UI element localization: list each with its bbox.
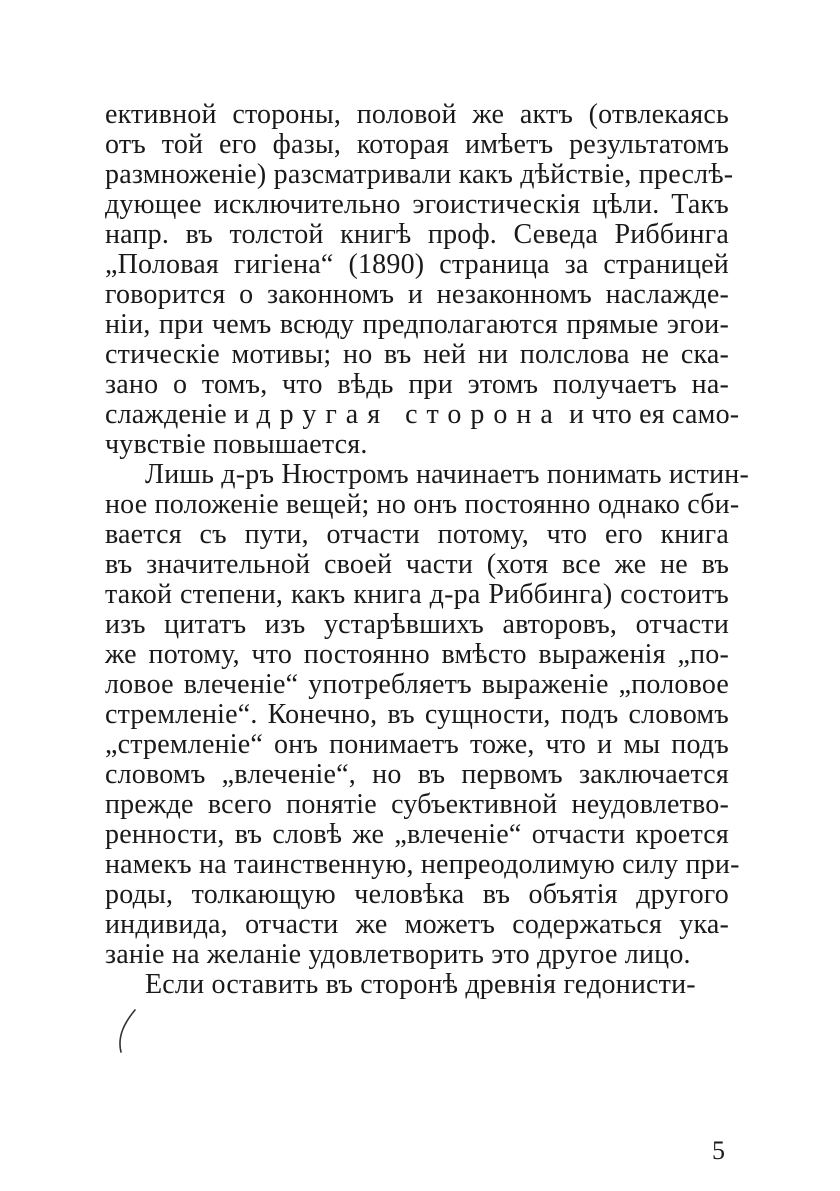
text-line: ное положеніе вещей; но онъ постоянно однако сби- bbox=[105, 489, 740, 520]
paragraph-3 bbox=[105, 970, 729, 1000]
text-line: Лишь д-ръ Нюстромъ начинаетъ понимать истин- bbox=[145, 459, 750, 490]
text-line: ренности, въ словѣ же „влеченіе“ отчасти кроется bbox=[105, 819, 729, 850]
text-line: чувствіе повышается. bbox=[105, 429, 368, 460]
text-line: „стремленіе“ онъ понимаетъ тоже, что и мы подъ bbox=[105, 729, 729, 760]
text-line: словомъ „влеченіе“, но въ первомъ заключается bbox=[105, 759, 729, 790]
paragraph-2 bbox=[105, 459, 750, 970]
text-line: „Половая гигіена“ (1890) страница за страницей bbox=[105, 249, 729, 280]
paragraph-1 bbox=[105, 99, 740, 460]
text-line: дующее исключительно эгоистическія цѣли. Такъ bbox=[105, 189, 729, 220]
text-line: зано о томъ, что вѣдь при этомъ получаетъ на- bbox=[105, 369, 729, 400]
text-line: въ значительной своей части (хотя все же не въ bbox=[105, 549, 729, 580]
text-line: вается съ пути, отчасти потому, что его книга bbox=[105, 519, 729, 550]
text-line: такой степени, какъ книга д-ра Риббинга) состоитъ bbox=[105, 579, 729, 610]
text-line: ніи, при чемъ всюду предполагаются прямые эгои- bbox=[105, 309, 729, 340]
text-line: заніе на желаніе удовлетворить это другое лицо. bbox=[105, 939, 691, 970]
text-line: изъ цитатъ изъ устарѣвшихъ авторовъ, отчасти bbox=[105, 609, 729, 640]
text-line: размноженіе) разсматривали какъ дѣйствіе, преслѣ- bbox=[105, 159, 734, 190]
text-line: стическіе мотивы; но въ ней ни полслова не ска- bbox=[105, 339, 729, 370]
body-text bbox=[105, 99, 750, 1000]
text-line: индивида, отчасти же можетъ содержаться ука- bbox=[105, 909, 729, 940]
text-line: напр. въ толстой книгѣ проф. Севеда Риббинга bbox=[105, 219, 729, 250]
text-line: роды, толкающую человѣка въ объятія другого bbox=[105, 879, 729, 910]
text-line-spaced bbox=[105, 399, 740, 430]
text-line: ективной стороны, половой же актъ (отвлекаясь bbox=[105, 99, 729, 130]
text-segment: слажденіе и bbox=[105, 399, 257, 430]
text-line: Если оставить въ сторонѣ древнія гедонисти- bbox=[145, 969, 696, 1000]
text-line: говорится о законномъ и незаконномъ наслажде- bbox=[105, 279, 729, 310]
emphasized-phrase: другая сторона bbox=[256, 399, 562, 430]
page-number: 5 bbox=[712, 1136, 725, 1165]
text-line: прежде всего понятіе субъективной неудовлетво- bbox=[105, 789, 729, 820]
text-line: намекъ на таинственную, непреодолимую силу при- bbox=[105, 849, 740, 880]
text-line: ловое влеченіе“ употребляетъ выраженіе „половое bbox=[105, 669, 729, 700]
text-line: же потому, что постоянно вмѣсто выраженія „по- bbox=[105, 639, 729, 670]
text-line: отъ той его фазы, которая имѣетъ результатомъ bbox=[105, 129, 729, 160]
text-line: стремленіе“. Конечно, въ сущности, подъ словомъ bbox=[105, 699, 729, 730]
pencil-margin-mark bbox=[113, 1008, 143, 1054]
text-segment: и что ея само- bbox=[561, 399, 740, 430]
